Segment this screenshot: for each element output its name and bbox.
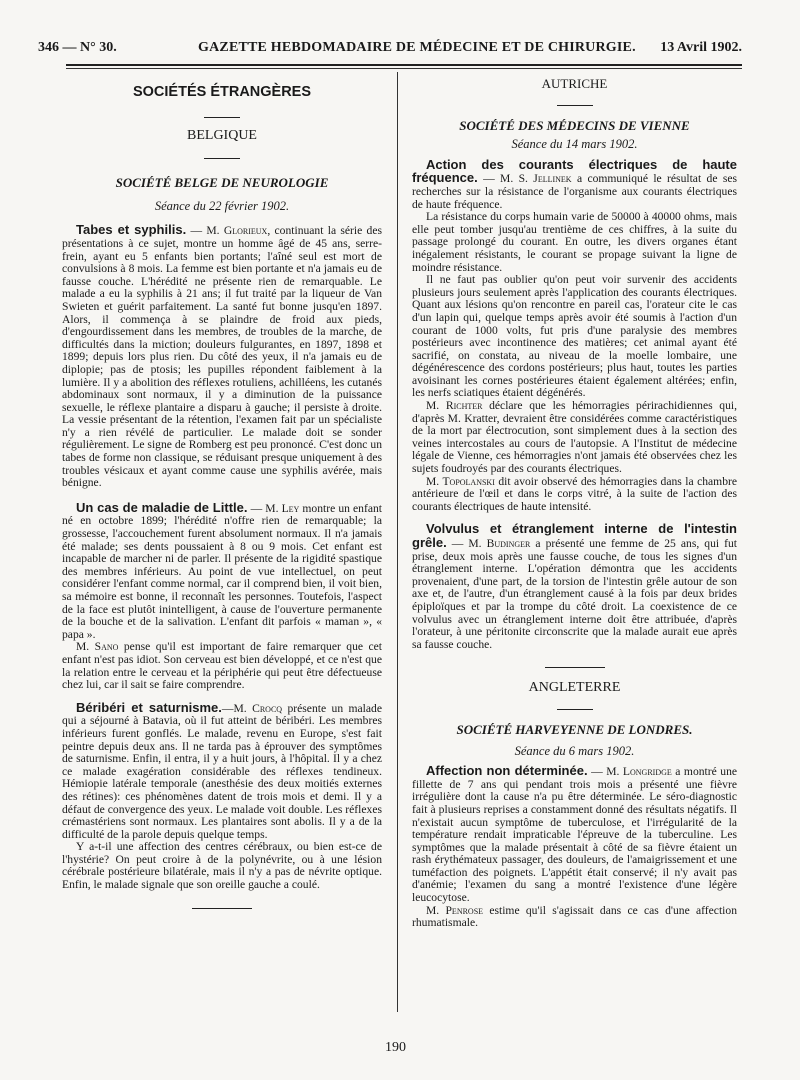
country-heading: AUTRICHE — [541, 76, 608, 91]
country-heading: ANGLETERRE — [528, 680, 621, 696]
article-little: Un cas de maladie de Little. — M. Ley montre un enfant né en octobre 1899; l'hérédité n'offre rien de remarquable; la grossesse, l'accouchement furent absolument normaux. Il n'a jamais été malade; ses dents poussaient à 8 ou 9 mois. Cet enfant est incapable de marcher ni de parler. Il présente de la rigidité spastique des membres inférieurs. Au point de vue intellectuel, on peut considérer l'enfant comme normal, car il comprend bien, il voit bien, sa mémoire est bonne, il reconnaît les personnes. Toutefois, l'aspect de la face est plutôt inintelligent, à cause de l'ouverture permanente de la bouche et de la salivation. L'enfant dit parfois « maman », « papa ». — [62, 499, 382, 641]
article-text: présente un malade qui a séjourné à Batavia, où il fut atteint de béribéri. Les membres inférieurs furent gonflés. Le malade, revenu en Europe, s'est fait peintre depuis deux ans. Il ne tarda pas à éprouver des symptômes de saturnisme. Enfin, il entra, il y a huit jours, à l'hôpital. Il y a chez ce malade exagération considérable des réflexes tendineux. Hémiopie latérale temporale (anesthésie des deux moitiés externes des rétines): ces phénomènes datent de trois mois et demi. Il y a défaut de convergence des yeux. Le malade voit double. Les réflexes crémastériens sont normaux. Les plantaires sont abolis. Il y a de la difficulté de la parole depuis quelque temps. — [62, 701, 382, 841]
article-title: Affection non déterminée. — [426, 763, 588, 779]
running-header — [38, 40, 742, 60]
issue-date: 13 Avril 1902. — [660, 40, 742, 55]
article-courants-p4 — [412, 400, 737, 476]
article-beriberi: Béribéri et saturnisme.—M. Crocq présente un malade qui a séjourné à Batavia, où il fut atteint de béribéri. Les membres inférieurs furent gonflés. Le malade, revenu en Europe, s'est fait peintre depuis deux ans. Il ne tarda pas à éprouver des symptômes de saturnisme. Enfin, il entra, il y a huit jours, à l'hôpital. Il y a chez ce malade exagération considérable des réflexes tendineux. Hémiopie latérale temporale (anesthésie des deux moitiés externes des rétines): ces phénomènes datent de trois mois et demi. Il y a défaut de convergence des yeux. Le malade voit double. Les réflexes crémastériens sont normaux. Les plantaires sont abolis. Il y a de la difficulté de la parole depuis quelque temps. — [62, 699, 382, 841]
journal-title: GAZETTE HEBDOMADAIRE DE MÉDECINE ET DE CHIRURGIE. — [198, 40, 636, 55]
country-heading: BELGIQUE — [187, 127, 257, 143]
article-affection: Affection non déterminée. — M. Longridge a montré une fillette de 7 ans qui pendant trois mois a présenté une fièvre irrégulière dont la cause n'a pu être déterminée. Le séro-diagnostic fait à plusieurs reprises a constamment donné des résultats négatifs. Il n'existait aucun symptôme de tuberculose, et l'irrégularité de la température rendait impraticable l'épreuve de la tuberculine. Les symptômes que la malade présentait à côté de sa fièvre étaient un rash érythémateux passager, des douleurs, de l'amaigrissement et une tuméfaction des poignets. L'appétit était conservé; il n'y avait pas d'anémie; l'examen du sang a montré l'existence d'une légère leucocytose. — [412, 763, 738, 905]
seance-date: Séance du 22 février 1902. — [154, 198, 290, 213]
author-name: M. Richter — [426, 399, 483, 413]
short-rule — [204, 117, 240, 118]
short-rule — [557, 709, 593, 710]
short-rule — [204, 158, 240, 159]
article-title: Béribéri et saturnisme. — [76, 699, 222, 715]
society-heading: SOCIÉTÉ DES MÉDECINS DE VIENNE — [459, 117, 690, 133]
header-rule-thin — [66, 68, 742, 69]
article-tabes: Tabes et syphilis. — M. Glorieux, continuant la série des présentations à ce sujet, montre un homme âgé de 45 ans, serre-frein, ayant eu 5 enfants bien portants; l'aîné seul est mort de convulsions à 8 mois. La femme est bien portante et n'a jamais eu de fausse couche. L'hérédité ne présente rien de remarquable. Le malade a eu la syphilis à 21 ans; il fut traité par la liqueur de Van Swieten et guérit parfaitement. La santé fut bonne jusqu'en 1897. Alors, il commença à se plaindre de froid aux pieds, d'engourdissement dans les membres, de troubles de la marche, de difficultés dans la miction; douleurs fulgurantes, en 1897, 1898 et 1899; depuis lors plus rien. Du côté des yeux, il n'a jamais eu de diplopie; pas de ptosis; les pupilles répondent faiblement à la lumière. Il y a abolition des réflexes rotuliens, achilléens, les cutanés abdominaux sont normaux, il y a diminution de la puissance sexuelle, le réflexe plantaire a disparu à gauche; il persiste à droite. La vessie présentant de la rétention, l'examen fait par un spécialiste n'y a rien révélé de particulier. Le malade doit se sonder régulièrement. Le signe de Romberg est peu prononcé. C'est donc un tabes de forme non classique, se réduisant presque uniquement à des troubles vésicaux et ayant comme cause une syphilis avérée, mais bénigne. — [62, 222, 383, 490]
article-title: Un cas de maladie de Little. — [76, 499, 248, 515]
article-title: Action des courants électriques de haute fréquence. — [412, 156, 737, 186]
author-name: M. S. Jellinek — [500, 172, 572, 186]
page-label: 346 — N° 30. — [38, 40, 117, 55]
article-title: Tabes et syphilis. — [76, 222, 187, 238]
article-text: , continuant la série des présentations à ce sujet, montre un homme âgé de 45 ans, serre-frein, ayant eu 5 enfants bien portants; l'aîné seul est mort de convulsions à 8 mois. La femme est bien portante et n'a jamais eu de fausse couche. L'hérédité ne présente rien de remarquable. Le malade a eu la syphilis à 21 ans; il fut traité par la liqueur de Van Swieten et guérit parfaitement. La santé fut bonne jusqu'en 1897. Alors, il commença à se plaindre de froid aux pieds, d'engourdissement dans les membres, de troubles de la marche, de difficultés dans la miction; douleurs fulgurantes, en 1897, 1898 et 1899; depuis lors plus rien. Du côté des yeux, il n'a jamais eu de diplopie; pas de ptosis; les pupilles répondent faiblement à la lumière. Il y a abolition des réflexes rotuliens, achilléens, les cutanés abdominaux sont normaux, il y a diminution de la puissance sexuelle, le réflexe plantaire a disparu à gauche; il persiste à droite. La vessie présentant de la rétention, l'examen fait par un spécialiste n'y a rien révélé de particulier. Le malade doit se sonder régulièrement. Le signe de Romberg est peu prononcé. C'est donc un tabes de forme non classique, se réduisant presque uniquement à des troubles vésicaux et ayant comme cause une syphilis avérée, mais bénigne. — [62, 224, 383, 490]
section-title: SOCIÉTÉS ÉTRANGÈRES — [132, 84, 312, 100]
article-beriberi-cont: Y a-t-il une affection des centres cérébraux, ou bien est-ce de l'hystérie? On peut croire à de la polynévrite, ou à une lésion cérébrale postérieure bilatérale, mais il n'y a pas de névrite optique. Enfin, le malade signale que son oreille gauche a coulé. — [62, 840, 382, 892]
article-text: estime qu'il s'agissait dans ce cas d'une affection rhumatismale. — [412, 903, 737, 930]
society-heading: SOCIÉTÉ BELGE DE NEUROLOGIE — [115, 175, 329, 191]
seance-date: Séance du 6 mars 1902. — [514, 743, 635, 758]
article-text: pense qu'il est important de faire remarquer que cet enfant n'est pas idiot. Son cerveau est bien développé, et ce n'est que la relation entre le cerveau et la périphérie qui peut être défectueuse chez lui, car il sait se faire comprendre. — [62, 640, 382, 692]
short-rule — [545, 667, 605, 668]
article-text: a montré une fillette de 7 ans qui pendant trois mois a présenté une fièvre irrégulière dont la cause n'a pu être déterminée. Le séro-diagnostic fait à plusieurs reprises a constamment donné des résultats négatifs. Il n'existait aucun symptôme de tuberculose, et l'irrégularité de la température rendait impraticable l'épreuve de la tuberculine. Les symptômes que la malade présentait à côté de sa fièvre étaient un rash érythémateux passager, des douleurs, de l'amaigrissement et une tuméfaction des poignets. L'appétit était conservé; il n'y avait pas d'anémie; l'examen du sang a montré l'existence d'une légère leucocytose. — [412, 765, 738, 905]
article-text: a communiqué le résultat de ses recherches sur la résistance de l'organisme aux courants électriques de haute fréquence. — [412, 172, 737, 211]
header-rule — [66, 64, 742, 66]
article-text: déclare que les hémorragies périrachidiennes qui, d'après M. Kratter, devraient être considérées comme caractéristiques de la mort par électrocution, sont simplement dues à la section des veines intercostales au cours de l'autopsie. A l'Institut de médecine légale de Vienne, ces hémorragies n'ont jamais été observées chez les sujets foudroyés par des courants électriques. — [412, 399, 737, 476]
seance-date: Séance du 14 mars 1902. — [511, 137, 638, 152]
article-text: dit avoir observé des hémorragies dans la chambre antérieure de l'œil et dans le corps vitré, à la suite de l'action des courants électriques de haute intensité. — [412, 474, 737, 513]
article-little-comment — [62, 641, 382, 691]
author-name: M. Crocq — [233, 701, 283, 715]
article-volvulus: Volvulus et étranglement interne de l'intestin grêle. — M. Budinger a présenté une femme de 25 ans, qui fut prise, deux mois après une fausse couche, de tous les signes d'un étranglement interne. L'opération démontra que les accidents provenaient, d'une part, de la torsion de l'intestin grêle autour de son axe et, de l'autre, d'un étranglement causé à la fois par deux brides épiploïques et par la trompe du côté droit. La coexistence de ce volvulus avec un étranglement interne doit être attribuée, d'après l'orateur, à une péritonite circonscrite que la malade aurait eue après sa fausse couche. — [412, 521, 738, 651]
society-heading: SOCIÉTÉ HARVEYENNE DE LONDRES. — [456, 721, 693, 737]
article-title: Volvulus et étranglement interne de l'intestin grêle. — [412, 521, 737, 550]
article-affection-comment — [412, 905, 737, 930]
end-rule — [192, 908, 252, 909]
page-number: 190 — [385, 1040, 406, 1055]
short-rule — [557, 105, 593, 106]
right-column — [412, 72, 737, 930]
author-name: M. Ley — [265, 501, 300, 515]
article-courants-p5 — [412, 476, 737, 514]
article-text: a présenté une femme de 25 ans, qui fut prise, deux mois après une fausse couche, de tous les signes d'un étranglement interne. L'opération démontra que les accidents provenaient, d'une part, de la torsion de l'intestin grêle autour de son axe et, de l'autre, d'un étranglement causé à la fois par deux brides épiploïques et par la trompe du côté droit. La coexistence de ce volvulus avec un étranglement interne doit être attribuée, d'après l'orateur, à une péritonite circonscrite que la malade aurait eue après sa fausse couche. — [412, 537, 738, 651]
author-name: M. Longridge — [606, 765, 672, 779]
author-name: M. Budinger — [468, 537, 531, 550]
author-name: M. Sano — [76, 640, 119, 654]
left-column — [62, 72, 382, 909]
author-name: M. Glorieux — [206, 224, 268, 238]
author-name: M. Topolanski — [426, 474, 495, 488]
article-text: montre un enfant né en octobre 1899; l'hérédité n'offre rien de remarquable; la grossesse, l'accouchement furent absolument normaux. Il n'a jamais été malade; ses dents poussaient à 8 ou 9 mois. Cet enfant est incapable de marcher ni de parler. Il présente de la rigidité spastique des membres inférieurs. Au point de vue intellectuel, on peut considérer l'enfant comme normal, car il comprend bien, il voit bien, sa mémoire est bonne, il reconnaît les personnes. Toutefois, l'aspect de la face est plutôt inintelligent, à cause de l'ouverture permanente de la bouche et de la salivation. L'enfant dit parfois « maman », « papa ». — [62, 501, 382, 641]
column-divider — [397, 72, 398, 1012]
article-courants-p3: Il ne faut pas oublier qu'on peut voir survenir des accidents plusieurs jours seulement après l'application des courants électriques. Quant aux lésions qu'on rencontre en pareil cas, l'orateur cite le cas d'un lapin qui, quelque temps après avoir été soumis à l'action d'un courant de 1000 volts, fut pris d'une paralysie des membres postérieurs avec incontinence des matières; cet animal ayant été sacrifié, on constata, au niveau de la moelle lombaire, une dégénérescence des cordons postérieurs; plus haut, toutes les parties avoisinant les cornes postérieures étaient également altérées; enfin, les nerfs sciatiques étaient dégénérés. — [412, 273, 737, 400]
article-courants-p2: La résistance du corps humain varie de 50000 à 40000 ohms, mais elle peut tomber jusqu'au trentième de ces chiffres, à la suite du passage prolongé du courant. En outre, les divers organes étant inégalement résistants, le courant se propage suivant la ligne de moindre résistance. — [412, 210, 737, 274]
author-name: M. Penrose — [426, 903, 484, 917]
article-courants: Action des courants électriques de haute fréquence. — M. S. Jellinek a communiqué le résultat de ses recherches sur la résistance de l'organisme aux courants électriques de haute fréquence. — [412, 156, 737, 211]
